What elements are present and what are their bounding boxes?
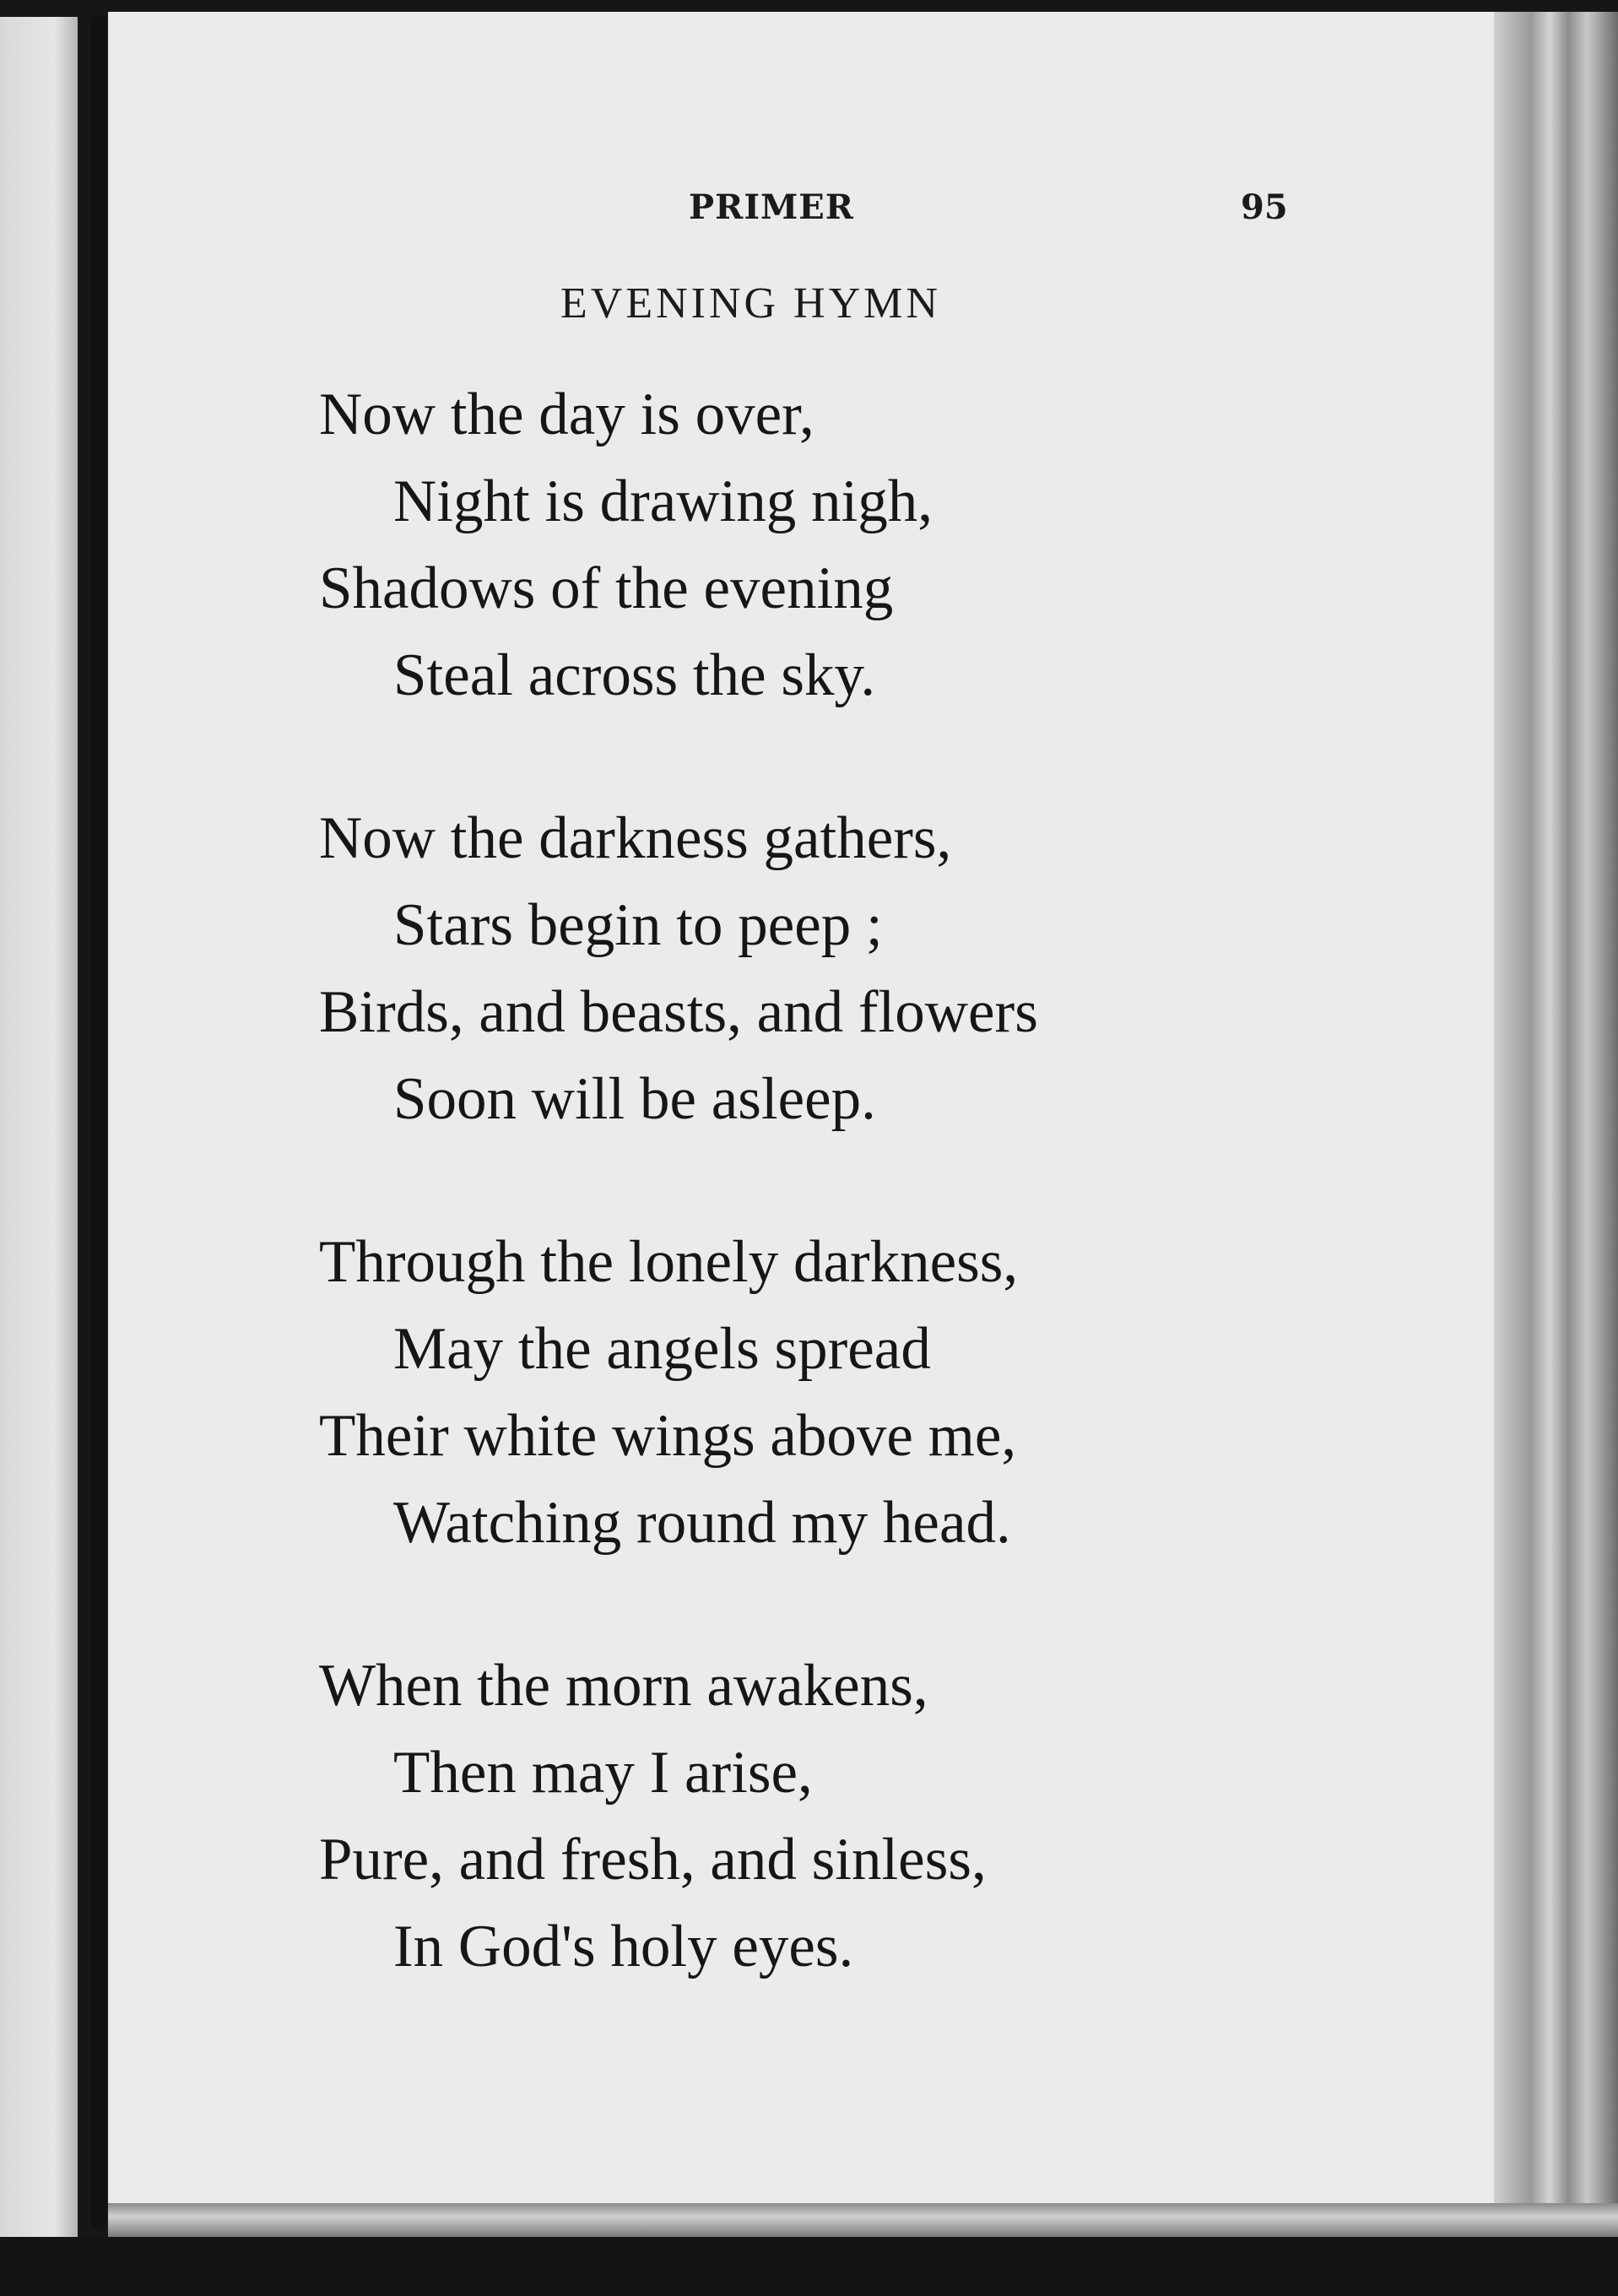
- poem-line: Steal across the sky.: [393, 642, 876, 708]
- poem-line: Then may I arise,: [393, 1740, 813, 1806]
- stanza-3: [319, 1219, 1247, 1567]
- scan-bottom-border: [0, 2237, 1618, 2296]
- poem-line: Watching round my head.: [393, 1490, 1011, 1556]
- poem-line: Soon will be asleep.: [393, 1066, 876, 1132]
- book-gutter: [91, 17, 106, 2228]
- poem-title: EVENING HYMN: [560, 279, 941, 328]
- running-head: PRIMER: [689, 187, 855, 227]
- poem-line: In God's holy eyes.: [393, 1914, 854, 1979]
- stanza-2: [319, 795, 1247, 1143]
- poem-line: May the angels spread: [393, 1316, 931, 1382]
- poem-line: Night is drawing nigh,: [393, 468, 933, 534]
- poem-line: Through the lonely darkness,: [319, 1229, 1019, 1295]
- facing-page-edge: [0, 17, 78, 2245]
- poem-line: When the morn awakens,: [319, 1653, 928, 1719]
- page-bottom-edge: [108, 2203, 1618, 2237]
- page-number: 95: [1241, 187, 1288, 227]
- poem-line: Shadows of the evening: [319, 555, 894, 621]
- poem-line: Now the darkness gathers,: [319, 805, 952, 871]
- poem-body: [319, 371, 1247, 2066]
- stanza-1: [319, 371, 1247, 719]
- page-stack-edge: [1494, 12, 1618, 2240]
- poem-line: Now the day is over,: [319, 382, 814, 447]
- poem-line: Birds, and beasts, and flowers: [319, 979, 1038, 1045]
- poem-line: Stars begin to peep ;: [393, 892, 883, 958]
- stanza-4: [319, 1643, 1247, 1990]
- poem-line: Pure, and fresh, and sinless,: [319, 1827, 987, 1893]
- poem-line: Their white wings above me,: [319, 1403, 1017, 1469]
